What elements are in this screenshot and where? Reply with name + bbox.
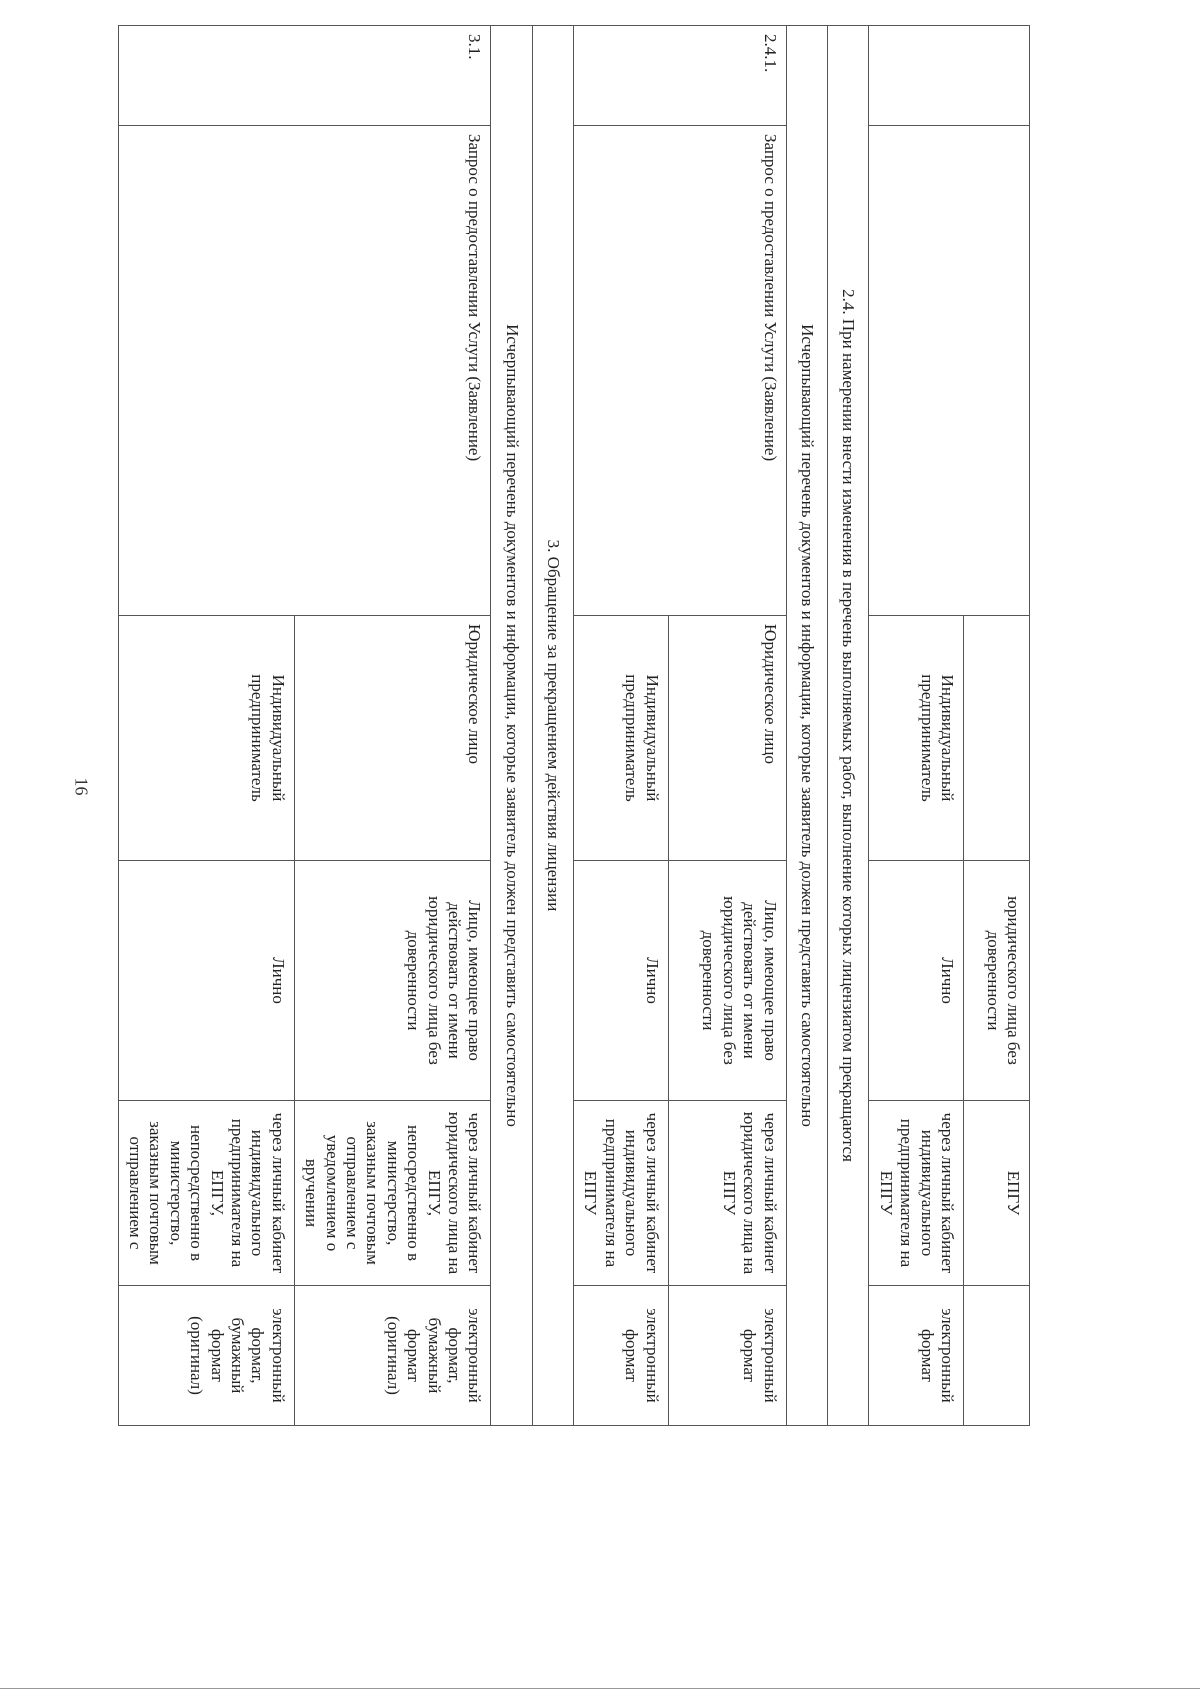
format-cell: электронный формат	[574, 1286, 669, 1426]
list-title: Исчерпывающий перечень документов и информации, которые заявитель должен представить самостоятельно	[786, 26, 827, 1426]
section-subheader-row	[491, 26, 532, 1426]
section-header-row	[532, 26, 573, 1426]
applicant-cell: Юридическое лицо	[294, 616, 491, 861]
how-cell: через личный кабинет индивидуального предпринимателя на ЕПГУ, непосредственно в министерство, заказным почтовым отправлением с	[118, 1101, 294, 1286]
applicant-cell: Индивидуальный предприниматель	[574, 616, 669, 861]
table-row	[668, 26, 786, 1426]
item-number: 3.1.	[118, 26, 491, 126]
empty-doc-cell	[869, 126, 1030, 616]
table-row	[294, 26, 491, 1426]
format-cell: электронный формат	[668, 1286, 786, 1426]
table-row	[964, 26, 1030, 1426]
applicant-cell: Индивидуальный предприниматель	[118, 616, 294, 861]
list-title: Исчерпывающий перечень документов и информации, которые заявитель должен представить самостоятельно	[491, 26, 532, 1426]
format-cell: электронный формат	[869, 1286, 964, 1426]
document-name: Запрос о предоставлении Услуги (Заявление)	[574, 126, 787, 616]
empty-format-cell	[964, 1286, 1030, 1426]
how-cell: ЕПГУ	[964, 1101, 1030, 1286]
rotated-table-sheet	[126, 25, 1030, 1425]
who-cell: юридического лица без доверенности	[964, 861, 1030, 1101]
how-cell: через личный кабинет юридического лица на ЕПГУ	[668, 1101, 786, 1286]
who-cell: Лично	[574, 861, 669, 1101]
applicant-cell: Индивидуальный предприниматель	[869, 616, 964, 861]
section-title: 2.4. При намерении внести изменения в перечень выполняемых работ, выполнение которых лицензиатом прекращаются	[828, 26, 869, 1426]
who-cell: Лично	[118, 861, 294, 1101]
documents-table	[118, 25, 1030, 1426]
empty-applicant-cell	[964, 616, 1030, 861]
section-title: 3. Обращение за прекращением действия лицензии	[532, 26, 573, 1426]
item-number: 2.4.1.	[574, 26, 787, 126]
how-cell: через личный кабинет индивидуального предпринимателя на ЕПГУ	[574, 1101, 669, 1286]
section-header-row	[828, 26, 869, 1426]
page-number: 16	[71, 777, 92, 796]
format-cell: электронный формат, бумажный формат (оригинал)	[118, 1286, 294, 1426]
who-cell: Лицо, имеющее право действовать от имени юридического лица без доверенности	[668, 861, 786, 1101]
applicant-cell: Юридическое лицо	[668, 616, 786, 861]
how-cell: через личный кабинет юридического лица на ЕПГУ, непосредственно в министерство, заказным почтовым отправлением с уведомлением о вручении	[294, 1101, 491, 1286]
document-name: Запрос о предоставлении Услуги (Заявление)	[118, 126, 491, 616]
empty-num-cell	[869, 26, 1030, 126]
who-cell: Лицо, имеющее право действовать от имени юридического лица без доверенности	[294, 861, 491, 1101]
who-cell: Лично	[869, 861, 964, 1101]
scan-bottom-edge	[0, 1688, 1200, 1689]
section-subheader-row	[786, 26, 827, 1426]
how-cell: через личный кабинет индивидуального предпринимателя на ЕПГУ	[869, 1101, 964, 1286]
format-cell: электронный формат, бумажный формат (оригинал)	[294, 1286, 491, 1426]
